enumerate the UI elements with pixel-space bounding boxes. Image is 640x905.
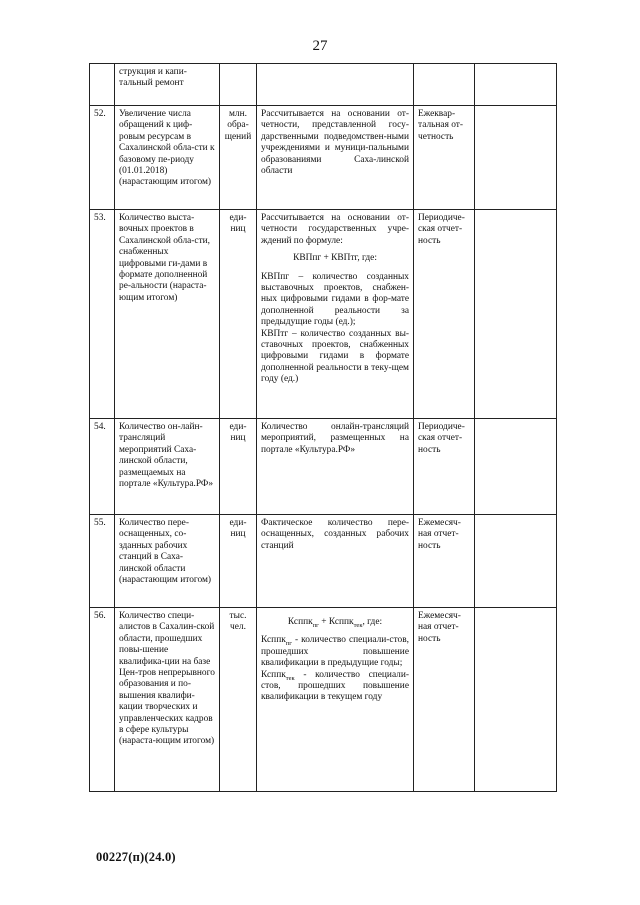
row-number — [90, 64, 115, 106]
indicators-table — [89, 63, 557, 792]
method-text-part: - количество специали-стов, прошедших повышение квалификации в текущем году — [261, 669, 409, 703]
period-cell: Ежемесяч-ная отчет-ность — [414, 608, 475, 792]
table-row — [90, 608, 557, 792]
formula-subscript: пг — [312, 621, 319, 629]
method-cell — [257, 64, 414, 106]
period-cell: Ежеквар-тальная от-четность — [414, 106, 475, 210]
page-number: 27 — [312, 38, 328, 54]
formula-term: + Ксппк — [318, 617, 354, 627]
method-text — [261, 670, 409, 704]
method-text: Количество онлайн-трансляций мероприятий, размещенных на портале «Культура.РФ» — [261, 422, 409, 455]
table-row — [90, 64, 557, 106]
unit-cell: еди-ниц — [220, 515, 257, 608]
formula-subscript: пг — [285, 640, 292, 648]
period-cell: Ежемесяч-ная отчет-ность — [414, 515, 475, 608]
document-code: 00227(п)(24.0) — [96, 850, 176, 864]
formula-subscript: тек — [353, 621, 363, 629]
unit-cell: еди-ниц — [220, 419, 257, 515]
method-text: Рассчитывается на основании от-четности, представленной госу-дарственными подведомствен-ными учреждениями и муници-пальными образованиями Саха-линской области — [261, 109, 409, 177]
unit-cell — [220, 64, 257, 106]
formula-term: Ксппк — [287, 617, 313, 627]
empty-cell — [475, 64, 557, 106]
empty-cell — [475, 608, 557, 792]
indicator-name: Количество он-лайн-трансляций мероприятий Саха-линской области, размещаемых на порталe «Культура.РФ» — [115, 419, 220, 515]
table-row — [90, 210, 557, 419]
formula-subscript: тек — [285, 674, 295, 682]
unit-cell: млн. обра-щений — [220, 106, 257, 210]
method-text: Фактическое количество пере-оснащенных, созданных рабочих станций — [261, 518, 409, 551]
formula — [261, 617, 409, 628]
table-row — [90, 419, 557, 515]
indicator-name: Количество пере-оснащенных, со-зданных рабочих станций в Саха-линской области (нарастающим итогом) — [115, 515, 220, 608]
formula-term: Ксппк — [261, 669, 286, 680]
empty-cell — [475, 210, 557, 419]
indicator-name: Количество специ-алистов в Сахалин-ской области, прошедших повы-шение квалифика-ции на базе Цен-тров непрерывного образования и по-вышения квалифи-кации творческих и управленческих кадров в сфере культуры (нараста-ющим итогом) — [115, 608, 220, 792]
method-cell — [257, 106, 414, 210]
period-cell — [414, 64, 475, 106]
unit-cell: еди-ниц — [220, 210, 257, 419]
row-number: 56. — [90, 608, 115, 792]
method-text: КВПтг – количество созданных вы-ставочных проектов, снабженных цифровыми гидами в формате дополненной реальности в теку-щем году (ед.) — [261, 328, 409, 385]
formula-term: Ксппк — [261, 635, 286, 646]
empty-cell — [475, 419, 557, 515]
empty-cell — [475, 515, 557, 608]
method-text-part: - количество специали-стов, прошедших повышение квалификации в предыдущие годы; — [261, 635, 409, 669]
period-cell: Периодиче-ская отчет-ность — [414, 419, 475, 515]
row-number: 55. — [90, 515, 115, 608]
period-cell: Периодиче-ская отчет-ность — [414, 210, 475, 419]
method-cell — [257, 419, 414, 515]
indicator-name: Количество выста-вочных проектов в Сахалинской обла-сти, снабженных цифровыми ги-дами в формате дополненной ре-альности (нараста-ющим итогом) — [115, 210, 220, 419]
row-number: 54. — [90, 419, 115, 515]
method-text — [261, 635, 409, 669]
indicator-name: Увеличение числа обращений к циф-ровым ресурсам в Сахалинской обла-сти к базовому пе-риоду (01.01.2018) (нарастающим итогом) — [115, 106, 220, 210]
method-cell — [257, 210, 414, 419]
formula: КВПпг + КВПтг, где: — [293, 253, 377, 264]
unit-cell: тыс. чел. — [220, 608, 257, 792]
method-text: Рассчитывается на основании от-четности государственных учре-ждений по формуле: — [261, 213, 409, 246]
table-row — [90, 106, 557, 210]
method-cell — [257, 515, 414, 608]
method-text: КВПпг – количество созданных выставочных проектов, снабжен-ных цифровыми гидами в фор-мате дополненной реальности за предыдущие годы (ед.); — [261, 271, 409, 328]
indicator-name: струкция и капи-тальный ремонт — [115, 64, 220, 106]
method-cell — [257, 608, 414, 792]
empty-cell — [475, 106, 557, 210]
formula-term: , где: — [362, 617, 383, 627]
table-row — [90, 515, 557, 608]
row-number: 53. — [90, 210, 115, 419]
row-number: 52. — [90, 106, 115, 210]
